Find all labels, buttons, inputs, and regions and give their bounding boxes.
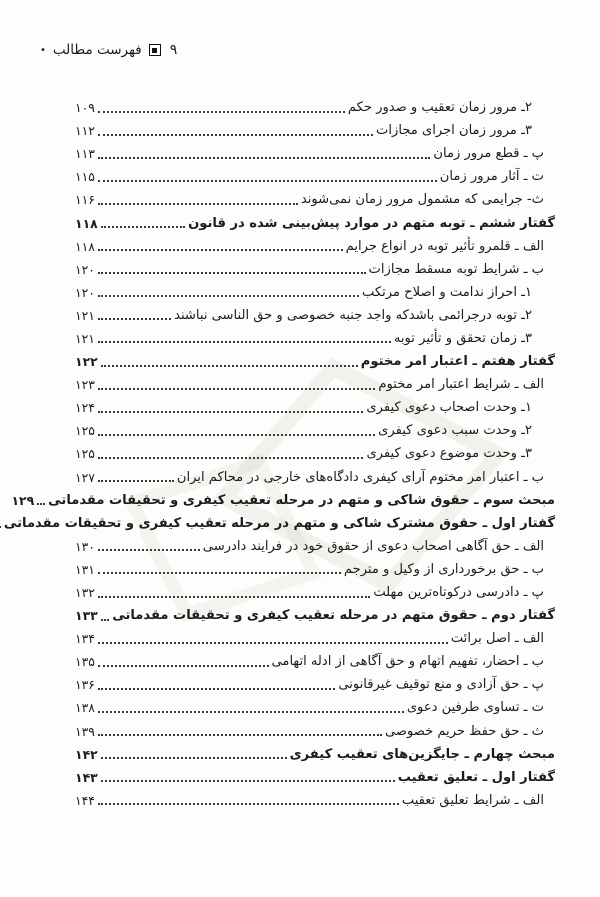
toc-page-number: ۱۲۷: [75, 469, 95, 485]
dotted-leader: [98, 434, 375, 436]
toc-page-number: ۱۳۶: [75, 677, 95, 693]
toc-entry-label: ت ـ تساوی طرفین دعوی: [406, 700, 544, 716]
toc-page-number: ۱۳۵: [75, 654, 95, 670]
toc-entry-label: ۱ـ وحدت اصحاب دعوی کیفری: [366, 400, 532, 416]
toc-entry-label: الف ـ حق آگاهی اصحاب دعوی از حقوق خود در فرایند دادرسی: [202, 538, 544, 554]
toc-row: [75, 281, 555, 304]
toc-row: [75, 211, 555, 234]
toc-row: [11, 489, 555, 512]
toc-row: [75, 720, 555, 743]
page-header-title: فهرست مطالب: [52, 42, 142, 58]
toc-entry-label: ۱ـ احراز ندامت و اصلاح مرتکب: [362, 284, 532, 300]
toc-row: [75, 119, 555, 142]
toc-entry-label: ۳ـ وحدت موضوع دعوی کیفری: [366, 446, 532, 462]
dotted-leader: [98, 341, 391, 343]
toc-row: [75, 558, 555, 581]
dotted-leader: [101, 780, 395, 782]
toc-page-number: ۱۲۱: [75, 330, 95, 346]
toc-page-number: ۱۳۳: [75, 608, 98, 624]
toc-page-number: ۱۲۱: [75, 307, 95, 323]
toc-row: [75, 142, 555, 165]
dotted-leader: [98, 203, 298, 205]
toc-page-number: ۱۲۹: [11, 492, 35, 508]
dotted-leader: [98, 111, 345, 113]
toc-entry-label: پ ـ قطع مرور زمان: [433, 146, 544, 162]
toc-entry-label: گفتار هفتم ـ اعتبار امر مختوم: [360, 354, 555, 370]
toc-page-number: ۱۳۸: [75, 700, 95, 716]
toc-page-number: ۱۱۳: [75, 146, 95, 162]
toc-row: [75, 396, 555, 419]
dotted-leader: [101, 365, 358, 367]
bullet-icon: •: [40, 45, 46, 56]
toc-entry-label: ب ـ شرایط توبه مسقط مجازات: [368, 261, 544, 277]
dotted-leader: [98, 295, 359, 297]
toc-entry-label: ۳ـ مرور زمان اجرای مجازات: [376, 123, 532, 139]
dotted-leader: [98, 411, 363, 413]
dotted-leader: [98, 711, 404, 713]
dotted-leader: [98, 688, 335, 690]
dotted-leader: [98, 596, 370, 598]
toc-row: [75, 766, 555, 789]
toc-page-number: ۱۴۴: [75, 792, 95, 808]
toc-row: [75, 258, 555, 281]
toc-page-number: ۱۱۸: [75, 215, 98, 231]
toc-row: [75, 165, 555, 188]
toc-entry-label: ب ـ اعتبار امر مختوم آرای کیفری دادگاه‌های خارجی در محاکم ایران: [176, 469, 544, 485]
dotted-leader: [98, 572, 341, 574]
toc-page-number: ۱۳۲: [75, 585, 95, 601]
toc-row: [75, 535, 555, 558]
toc-entry-label: ب ـ احضار، تفهیم اتهام و حق آگاهی از ادله اتهامی: [271, 654, 544, 670]
toc-row: [75, 650, 555, 673]
toc-entry-label: الف ـ شرایط تعلیق تعقیب: [401, 792, 544, 808]
toc-entry-label: الف ـ قلمرو تأثیر توبه در انواع جرایم: [345, 238, 544, 254]
toc-entry-label: ث- جرایمی که مشمول مرور زمان نمی‌شوند: [300, 192, 544, 208]
dotted-leader: [0, 526, 1, 528]
toc-entry-label: پ ـ دادرسی درکوتاه‌ترین مهلت: [373, 585, 544, 601]
toc-page-number: ۱۱۸: [75, 238, 95, 254]
dotted-leader: [98, 388, 375, 390]
toc-page-number: ۱۳۰: [75, 538, 95, 554]
toc-entry-label: پ ـ حق آزادی و منع توقیف غیرقانونی: [338, 677, 544, 693]
dotted-leader: [101, 619, 110, 621]
toc-row: [75, 235, 555, 258]
toc-entry-label: گفتار دوم ـ حقوق متهم در مرحله تعقیب کیفری و تحقیقات مقدماتی: [112, 608, 555, 624]
dotted-leader: [101, 226, 185, 228]
toc-entry-label: ۲ـ وحدت سبب دعوی کیفری: [378, 423, 532, 439]
toc-page-number: ۱۱۲: [75, 123, 95, 139]
toc-entry-label: ۳ـ زمان تحقق و تأثیر توبه: [393, 330, 532, 346]
toc-row: [75, 604, 555, 627]
toc-row: [75, 96, 555, 119]
toc-entry-label: ب ـ حق برخورداری از وکیل و مترجم: [343, 561, 544, 577]
toc-row: [75, 419, 555, 442]
toc-page-number: ۱۲۳: [75, 377, 95, 393]
toc-row: [75, 304, 555, 327]
dotted-leader: [98, 457, 363, 459]
toc-entry-label: گفتار اول ـ حقوق مشترک شاکی و متهم در مرحله تعقیب کیفری و تحقیقات مقدماتی: [3, 515, 555, 531]
toc-page-number: ۱۲۴: [75, 400, 95, 416]
toc-row: [75, 442, 555, 465]
toc-entry-label: گفتار ششم ـ توبه متهم در موارد پیش‌بینی شده در قانون: [188, 215, 555, 231]
toc-page-number: ۱۳۱: [75, 561, 95, 577]
dotted-leader: [98, 549, 200, 551]
toc-entry-label: ۲ـ توبه درجرائمی باشدکه واجد جنبه خصوصی و حق الناسی نباشند: [174, 307, 532, 323]
toc-row: [75, 673, 555, 696]
square-ornament-icon: [149, 44, 161, 56]
dotted-leader: [98, 318, 171, 320]
dotted-leader: [37, 503, 45, 505]
toc-row: [75, 743, 555, 766]
toc-page-number: ۱۴۲: [75, 746, 98, 762]
page-header: [40, 42, 177, 58]
dotted-leader: [98, 180, 437, 182]
toc-page-number: ۱۲۵: [75, 446, 95, 462]
dotted-leader: [98, 249, 343, 251]
dotted-leader: [98, 134, 373, 136]
toc-entry-label: الف ـ اصل برائت: [450, 631, 544, 647]
toc-entry-label: مبحث چهارم ـ جایگزین‌های تعقیب کیفری: [289, 746, 555, 762]
toc-row: [75, 350, 555, 373]
toc-entry-label: ۲ـ مرور زمان تعقیب و صدور حکم: [347, 100, 532, 116]
toc-entry-label: ت ـ آثار مرور زمان: [439, 169, 544, 185]
toc-row: [75, 627, 555, 650]
toc-entry-label: الف ـ شرایط اعتبار امر مختوم: [378, 377, 544, 393]
toc-page-number: ۱۱۵: [75, 169, 95, 185]
toc-row: [75, 696, 555, 719]
toc-page-number: ۱۲۲: [75, 354, 98, 370]
toc-entry-label: ث ـ حق حفظ حریم خصوصی: [384, 723, 544, 739]
toc-page-number: ۱۱۶: [75, 192, 95, 208]
toc-row: [75, 466, 555, 489]
dotted-leader: [98, 157, 430, 159]
toc-entry-label: گفتار اول ـ تعلیق تعقیب: [397, 769, 555, 785]
toc-page-number: ۱۲۰: [75, 284, 95, 300]
toc-page-number: ۱۳۹: [75, 723, 95, 739]
dotted-leader: [98, 642, 448, 644]
toc-page-number: ۱۲۵: [75, 423, 95, 439]
toc-entry-label: مبحث سوم ـ حقوق شاکی و متهم در مرحله تعقیب کیفری و تحقیقات مقدماتی: [48, 492, 555, 508]
dotted-leader: [98, 803, 399, 805]
toc-page-number: ۱۳۴: [75, 631, 95, 647]
toc-page-number: ۱۴۳: [75, 769, 98, 785]
dotted-leader: [101, 757, 287, 759]
dotted-leader: [98, 272, 366, 274]
toc-row: [75, 188, 555, 211]
dotted-leader: [98, 480, 174, 482]
dotted-leader: [98, 665, 269, 667]
toc-row: [75, 789, 555, 812]
toc-row: [75, 581, 555, 604]
toc-row: [75, 373, 555, 396]
toc-page-number: ۱۲۰: [75, 261, 95, 277]
toc-page-number: ۱۰۹: [75, 100, 95, 116]
dotted-leader: [98, 734, 382, 736]
toc-row: [75, 327, 555, 350]
header-page-number: ۹: [169, 42, 178, 58]
toc-list: [3, 96, 555, 812]
toc-row: [3, 512, 555, 535]
